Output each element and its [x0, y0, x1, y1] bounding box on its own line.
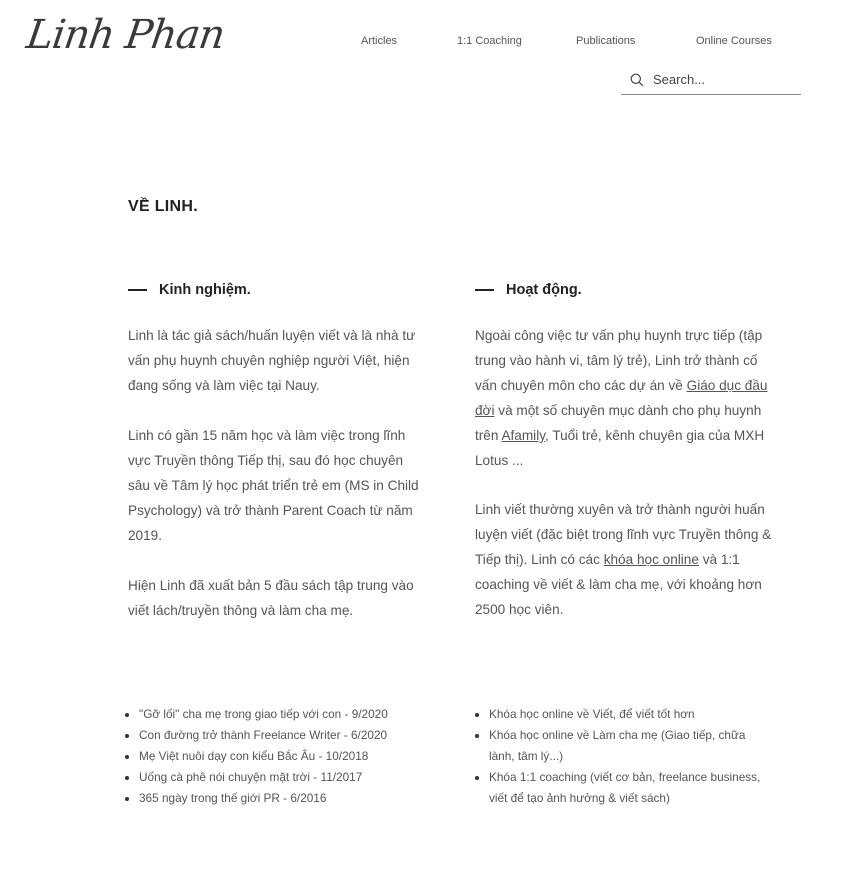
bullet: [475, 713, 479, 717]
books-list: [125, 704, 445, 809]
bullet: [125, 776, 129, 780]
list-item: [125, 788, 445, 809]
experience-paragraph-2: Linh có gần 15 năm học và làm việc trong lĩnh vực Truyền thông Tiếp thị, sau đó học chuyên sâu về Tâm lý học phát triển trẻ em (MS in Child Psychology) và trở thành Parent Coach từ năm 2019.: [128, 428, 419, 543]
book-title: 365 ngày trong thế giới PR - 6/2016: [139, 791, 327, 805]
experience-heading: [128, 282, 428, 300]
list-item: [475, 725, 765, 767]
book-title: Mẹ Việt nuôi dạy con kiểu Bắc Âu - 10/2018: [139, 749, 369, 763]
experience-section: [128, 282, 428, 618]
nav-articles[interactable]: Articles: [361, 35, 398, 47]
text: và 1:1 coaching về viết & làm cha mẹ, với khoảng hơn 2500 học viên.: [475, 552, 762, 617]
link-afamily[interactable]: Afamily: [501, 428, 546, 443]
activities-paragraph-1: [475, 323, 773, 473]
experience-paragraph-1: Linh là tác giả sách/huấn luyện viết và là nhà tư vấn phụ huynh chuyên nghiệp người Việt, hiện đang sống và làm việc tại Nauy.: [128, 328, 416, 393]
book-title: "Gỡ lối" cha mẹ trong giao tiếp với con - 9/2020: [139, 707, 388, 721]
page-title: VỀ LINH.: [128, 198, 198, 215]
activities-section: [475, 282, 775, 617]
course-title: Khóa học online về Làm cha mẹ (Giao tiếp, chữa lành, tâm lý...): [489, 728, 746, 763]
bullet: [125, 734, 129, 738]
bullet: [125, 797, 129, 801]
search-bar: [621, 66, 801, 95]
text: , Tuổi trẻ, kênh chuyên gia của MXH Lotus ...: [475, 428, 765, 468]
list-item: [125, 725, 445, 746]
text: Linh viết thường xuyên và trở thành người huấn luyện viết (đặc biệt trong lĩnh vực Truyền thông & Tiếp thị). Linh có các: [475, 502, 772, 567]
nav-online-courses[interactable]: Online Courses: [696, 35, 772, 47]
nav-coaching[interactable]: 1:1 Coaching: [457, 35, 522, 47]
list-item: [475, 704, 765, 725]
list-item: [125, 746, 445, 767]
bullet: [475, 734, 479, 738]
text: Ngoài công việc tư vấn phụ huynh trực tiếp (tập trung vào hành vi, tâm lý trẻ), Linh trở thành cố vấn chuyên môn cho các dự án về: [475, 328, 763, 393]
list-item: [125, 704, 445, 725]
link-early-education[interactable]: Giáo dục đầu đời: [475, 378, 768, 418]
course-title: Khóa 1:1 coaching (viết cơ bản, freelance business, viết để tạo ảnh hưởng & viết sách): [489, 770, 761, 805]
text: và một số chuyên mục dành cho phụ huynh trên: [475, 403, 762, 443]
site-logo[interactable]: Linh Phan: [23, 12, 228, 58]
bullet: [475, 776, 479, 780]
book-title: Con đường trở thành Freelance Writer - 6/2020: [139, 728, 388, 742]
course-title: Khóa học online về Viết, để viết tốt hơn: [489, 707, 695, 721]
bullet: [125, 755, 129, 759]
nav-publications[interactable]: Publications: [576, 35, 636, 47]
experience-heading-text: Kinh nghiệm.: [159, 282, 251, 298]
list-item: [475, 767, 765, 809]
bullet: [125, 713, 129, 717]
activities-paragraph-2: [475, 497, 773, 622]
heading-dash: [128, 289, 147, 291]
activities-heading: [475, 282, 775, 300]
list-item: [125, 767, 445, 788]
book-title: Uống cà phê nói chuyện mặt trời - 11/2017: [139, 770, 363, 784]
link-online-courses[interactable]: khóa học online: [603, 552, 699, 567]
heading-dash: [475, 289, 494, 291]
activities-heading-text: Hoạt động.: [506, 282, 582, 298]
courses-list: [475, 704, 765, 809]
experience-paragraph-3: Hiện Linh đã xuất bản 5 đầu sách tập trung vào viết lách/truyền thông và làm cha mẹ.: [128, 578, 414, 618]
search-input[interactable]: [653, 70, 793, 88]
